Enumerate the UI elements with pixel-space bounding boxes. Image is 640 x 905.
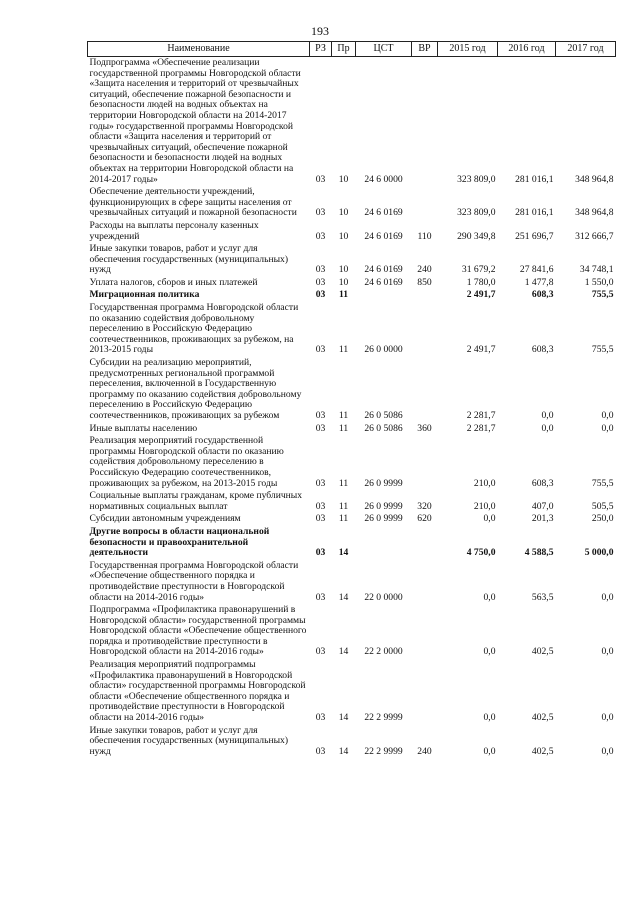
table-row xyxy=(88,725,616,759)
cell-cst: 22 0 0000 xyxy=(364,591,403,603)
cell-rz: 03 xyxy=(315,646,326,658)
table-row xyxy=(88,277,616,290)
cell-y2016: 402,5 xyxy=(531,712,554,724)
cell-name: Государственная программа Новгородской области по оказанию содействия добровольному переселению в Российскую Федерацию соотечественников, проживающих за рубежом, на 2013-2015 годы xyxy=(89,302,299,356)
cell-rz: 03 xyxy=(315,547,326,559)
cell-pr: 10 xyxy=(338,207,349,219)
cell-cst xyxy=(356,526,412,560)
cell-rz: 03 xyxy=(315,264,326,276)
cell-cst: 24 6 0169 xyxy=(364,264,403,276)
cell-y2017: 348 964,8 xyxy=(575,207,614,219)
cell-vr: 620 xyxy=(417,513,432,525)
cell-vr xyxy=(412,560,438,604)
cell-name: Миграционная политика xyxy=(89,289,200,301)
table-row xyxy=(88,57,616,187)
cell-rz: 03 xyxy=(315,230,326,242)
table-row xyxy=(88,659,616,725)
header-rz: РЗ xyxy=(310,42,332,57)
cell-y2017: 312 666,7 xyxy=(575,230,614,242)
cell-y2017: 755,5 xyxy=(591,289,614,301)
table-row xyxy=(88,302,616,357)
cell-pr: 11 xyxy=(338,344,349,356)
header-pr: Пр xyxy=(332,42,356,57)
cell-rz: 03 xyxy=(315,591,326,603)
cell-pr: 14 xyxy=(338,745,349,757)
table-row xyxy=(88,490,616,513)
cell-y2016: 608,3 xyxy=(531,477,554,489)
cell-y2015: 0,0 xyxy=(483,591,496,603)
cell-pr: 11 xyxy=(338,410,349,421)
cell-name: Реализация мероприятий подпрограммы «Профилактика правонарушений в Новгородской области» государственной программы Новгородской области «Обеспечение общественного порядка и противодействие преступности в Новгородской области на 2014-2016 годы» xyxy=(89,659,306,724)
table-header-row xyxy=(88,42,616,57)
cell-pr: 10 xyxy=(338,276,349,288)
cell-vr: 110 xyxy=(417,230,432,242)
table-row xyxy=(88,604,616,659)
cell-y2015: 0,0 xyxy=(483,745,496,757)
table-row xyxy=(88,357,616,423)
cell-rz: 03 xyxy=(315,712,326,724)
cell-name: Иные выплаты населению xyxy=(89,422,198,434)
cell-y2016: 563,5 xyxy=(531,591,554,603)
table-row xyxy=(88,289,616,302)
table-row xyxy=(88,186,616,220)
cell-y2016: 251 696,7 xyxy=(515,230,554,242)
cell-cst: 24 6 0000 xyxy=(364,173,403,185)
cell-name: Субсидии автономным учреждениям xyxy=(89,513,241,525)
cell-y2016: 281 016,1 xyxy=(515,173,554,185)
cell-y2017: 0,0 xyxy=(601,410,614,421)
cell-cst: 22 2 9999 xyxy=(364,712,403,724)
cell-y2017: 348 964,8 xyxy=(575,173,614,185)
cell-pr: 10 xyxy=(338,264,349,276)
budget-table xyxy=(87,41,616,758)
cell-y2015: 210,0 xyxy=(473,477,496,489)
cell-vr: 850 xyxy=(417,276,432,288)
table-row xyxy=(88,243,616,277)
cell-y2017: 5 000,0 xyxy=(584,547,614,559)
cell-y2015: 1 780,0 xyxy=(466,276,496,288)
header-name: Наименование xyxy=(88,42,310,57)
cell-cst: 26 0 5086 xyxy=(364,422,403,434)
cell-pr: 14 xyxy=(338,712,349,724)
cell-cst: 24 6 0169 xyxy=(364,207,403,219)
cell-name: Уплата налогов, сборов и иных платежей xyxy=(89,276,258,288)
cell-y2016: 201,3 xyxy=(531,513,554,525)
cell-rz: 03 xyxy=(315,410,326,421)
cell-pr: 10 xyxy=(338,173,349,185)
cell-rz: 03 xyxy=(315,276,326,288)
table-row xyxy=(88,423,616,436)
cell-y2016: 27 841,6 xyxy=(519,264,554,276)
cell-vr xyxy=(412,659,438,725)
cell-y2015: 4 750,0 xyxy=(466,547,496,559)
table-row xyxy=(88,513,616,526)
cell-y2016: 4 588,5 xyxy=(524,547,554,559)
cell-name: Подпрограмма «Профилактика правонарушений в Новгородской области» государственной программы Новгородской области «Обеспечение общественного порядка и противодействие преступности в Новгородской области на 2014-2016 годы» xyxy=(89,604,307,658)
cell-y2017: 0,0 xyxy=(601,745,614,757)
cell-vr xyxy=(412,302,438,357)
cell-pr: 14 xyxy=(338,547,349,559)
cell-cst: 26 0 9999 xyxy=(364,500,403,512)
cell-y2017: 755,5 xyxy=(591,344,614,356)
cell-vr xyxy=(412,289,438,302)
cell-y2017: 250,0 xyxy=(591,513,614,525)
cell-vr: 240 xyxy=(417,745,432,757)
cell-y2017: 505,5 xyxy=(591,500,614,512)
cell-vr: 360 xyxy=(417,422,432,434)
cell-cst: 26 0 9999 xyxy=(364,477,403,489)
cell-name: Расходы на выплаты персоналу казенных учреждений xyxy=(89,219,259,242)
cell-rz: 03 xyxy=(315,289,326,301)
cell-name: Другие вопросы в области национальной безопасности и правоохранительной деятельности xyxy=(89,525,270,559)
cell-rz: 03 xyxy=(315,477,326,489)
cell-y2016: 402,5 xyxy=(531,745,554,757)
cell-name: Обеспечение деятельности учреждений, функционирующих в сфере защиты населения от чрезвычайных ситуаций и пожарной безопасности xyxy=(89,186,297,219)
cell-pr: 11 xyxy=(338,513,349,525)
cell-y2016: 407,0 xyxy=(531,500,554,512)
cell-vr xyxy=(412,435,438,490)
cell-y2017: 0,0 xyxy=(601,712,614,724)
cell-y2016: 281 016,1 xyxy=(515,207,554,219)
table-row xyxy=(88,220,616,243)
cell-y2015: 0,0 xyxy=(483,646,496,658)
cell-y2015: 2 491,7 xyxy=(466,344,496,356)
cell-cst xyxy=(356,289,412,302)
header-cst: ЦСТ xyxy=(356,42,412,57)
cell-pr: 14 xyxy=(338,591,349,603)
cell-vr xyxy=(412,526,438,560)
cell-y2016: 0,0 xyxy=(541,410,554,421)
cell-y2017: 1 550,0 xyxy=(584,276,614,288)
cell-rz: 03 xyxy=(315,344,326,356)
cell-cst: 22 2 9999 xyxy=(364,745,403,757)
cell-vr xyxy=(412,357,438,423)
cell-y2015: 323 809,0 xyxy=(457,173,496,185)
cell-rz: 03 xyxy=(315,422,326,434)
cell-cst: 26 0 5086 xyxy=(364,410,403,421)
cell-vr: 240 xyxy=(417,264,432,276)
cell-rz: 03 xyxy=(315,173,326,185)
cell-y2016: 608,3 xyxy=(531,344,554,356)
table-row xyxy=(88,526,616,560)
cell-vr xyxy=(412,186,438,220)
cell-pr: 14 xyxy=(338,646,349,658)
cell-rz: 03 xyxy=(315,513,326,525)
cell-rz: 03 xyxy=(315,207,326,219)
cell-y2015: 31 679,2 xyxy=(461,264,496,276)
cell-rz: 03 xyxy=(315,745,326,757)
cell-cst: 22 2 0000 xyxy=(364,646,403,658)
cell-y2015: 2 491,7 xyxy=(466,289,496,301)
table-row xyxy=(88,560,616,604)
cell-name: Реализация мероприятий государственной программы Новгородской области по оказанию содействия добровольному переселению в Российскую Федерацию соотечественников, проживающих за рубежом, на 2013-2015 годы xyxy=(89,435,284,489)
cell-y2016: 608,3 xyxy=(531,289,554,301)
cell-name: Государственная программа Новгородской области «Обеспечение общественного порядка и противодействие преступности в Новгородской области на 2014-2016 годы» xyxy=(89,559,299,603)
cell-cst: 24 6 0169 xyxy=(364,276,403,288)
cell-y2017: 0,0 xyxy=(601,591,614,603)
cell-name: Иные закупки товаров, работ и услуг для обеспечения государственных (муниципальных) нужд xyxy=(89,724,289,757)
cell-y2015: 0,0 xyxy=(483,513,496,525)
cell-y2015: 2 281,7 xyxy=(466,410,496,421)
cell-y2015: 0,0 xyxy=(483,712,496,724)
cell-y2015: 290 349,8 xyxy=(457,230,496,242)
page-number: 193 xyxy=(311,24,329,38)
cell-pr: 10 xyxy=(338,230,349,242)
cell-pr: 11 xyxy=(338,289,349,301)
cell-y2017: 34 748,1 xyxy=(579,264,614,276)
header-2015: 2015 год xyxy=(438,42,498,57)
cell-name: Социальные выплаты гражданам, кроме публичных нормативных социальных выплат xyxy=(89,490,303,512)
cell-vr: 320 xyxy=(417,500,432,512)
header-2017: 2017 год xyxy=(556,42,616,57)
cell-name: Подпрограмма «Обеспечение реализации государственной программы Новгородской области «Защита населения и территорий от чрезвычайных ситуаций, обеспечение пожарной безопасности и безопасности людей на водных объектах на территории Новгородской области на 2014-2017 годы» государственной программы Новгородской области «Защита населения и территорий от чрезвычайных ситуаций, обеспечение пожарной безопасности и безопасности людей на водных объектах на территории Новгородской области на 2014-2017 годы» xyxy=(89,57,301,185)
cell-y2017: 755,5 xyxy=(591,477,614,489)
cell-pr: 11 xyxy=(338,477,349,489)
cell-pr: 11 xyxy=(338,422,349,434)
header-2016: 2016 год xyxy=(498,42,556,57)
cell-cst: 26 0 0000 xyxy=(364,344,403,356)
cell-y2016: 0,0 xyxy=(541,422,554,434)
cell-rz: 03 xyxy=(315,500,326,512)
table-row xyxy=(88,435,616,490)
cell-name: Субсидии на реализацию мероприятий, предусмотренных региональной программой переселения, включенной в Государственную программу по оказанию содействия добровольному переселению в Российскую Федерацию соотечественников, проживающих за рубежом xyxy=(89,357,302,421)
cell-cst: 24 6 0169 xyxy=(364,230,403,242)
cell-y2017: 0,0 xyxy=(601,422,614,434)
cell-vr xyxy=(412,604,438,659)
cell-pr: 11 xyxy=(338,500,349,512)
cell-y2015: 323 809,0 xyxy=(457,207,496,219)
cell-y2015: 210,0 xyxy=(473,500,496,512)
cell-y2017: 0,0 xyxy=(601,646,614,658)
header-vr: ВР xyxy=(412,42,438,57)
cell-y2016: 1 477,8 xyxy=(524,276,554,288)
cell-name: Иные закупки товаров, работ и услуг для обеспечения государственных (муниципальных) нужд xyxy=(89,243,289,276)
cell-y2016: 402,5 xyxy=(531,646,554,658)
cell-cst: 26 0 9999 xyxy=(364,513,403,525)
cell-vr xyxy=(412,57,438,187)
cell-y2015: 2 281,7 xyxy=(466,422,496,434)
